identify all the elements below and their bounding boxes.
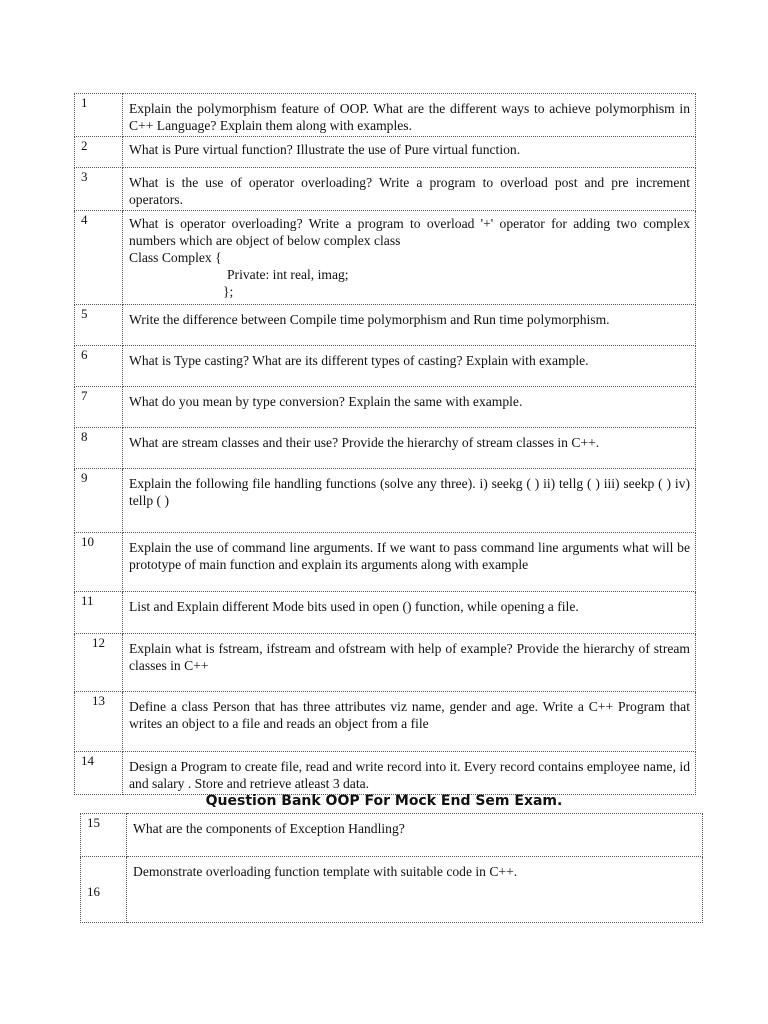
table-row bbox=[81, 857, 703, 923]
question-text: Design a Program to create file, read and write record into it. Every record contains employee name, id and salary . Store and retrieve atleast 3 data. bbox=[123, 752, 696, 795]
question-text: Explain what is fstream, ifstream and ofstream with help of example? Provide the hierarchy of stream classes in C++ bbox=[123, 634, 696, 692]
question-text: Explain the following file handling functions (solve any three). i) seekg ( ) ii) tellg ( ) iii) seekp ( ) iv) tellp ( ) bbox=[123, 469, 696, 533]
question-number: 13 bbox=[75, 692, 123, 752]
question-number: 4 bbox=[75, 211, 123, 305]
question-number: 6 bbox=[75, 346, 123, 387]
question-text: Demonstrate overloading function template with suitable code in C++. bbox=[127, 857, 703, 923]
table-row bbox=[75, 346, 696, 387]
question-table-2 bbox=[80, 813, 703, 923]
question-text: What are stream classes and their use? Provide the hierarchy of stream classes in C++. bbox=[123, 428, 696, 469]
question-text: Write the difference between Compile time polymorphism and Run time polymorphism. bbox=[123, 305, 696, 346]
question-number: 16 bbox=[81, 857, 127, 923]
table-row bbox=[75, 211, 696, 305]
question-number: 5 bbox=[75, 305, 123, 346]
table-row bbox=[75, 752, 696, 795]
question-number: 2 bbox=[75, 137, 123, 168]
question-text: Define a class Person that has three attributes viz name, gender and age. Write a C++ Program that writes an object to a file and reads an object from a file bbox=[123, 692, 696, 752]
question-table-1 bbox=[74, 93, 696, 795]
question-number: 10 bbox=[75, 533, 123, 592]
table-row bbox=[75, 428, 696, 469]
table-row bbox=[75, 533, 696, 592]
page-title: Question Bank OOP For Mock End Sem Exam. bbox=[205, 793, 563, 809]
code-line: Private: int real, imag; bbox=[227, 267, 349, 282]
table-row bbox=[81, 814, 703, 857]
code-line: }; bbox=[223, 284, 234, 299]
table-row bbox=[75, 168, 696, 211]
question-text: Explain the polymorphism feature of OOP. What are the different ways to achieve polymorphism in C++ Language? Explain them along with examples. bbox=[123, 94, 696, 137]
question-number: 14 bbox=[75, 752, 123, 795]
table-row bbox=[75, 469, 696, 533]
question-text: What do you mean by type conversion? Explain the same with example. bbox=[123, 387, 696, 428]
question-number: 9 bbox=[75, 469, 123, 533]
table-row bbox=[75, 137, 696, 168]
question-text: What are the components of Exception Handling? bbox=[127, 814, 703, 857]
table-row bbox=[75, 592, 696, 634]
table-row bbox=[75, 305, 696, 346]
question-text: What is Pure virtual function? Illustrate the use of Pure virtual function. bbox=[123, 137, 696, 168]
table-row bbox=[75, 692, 696, 752]
question-number: 15 bbox=[81, 814, 127, 857]
question-number: 1 bbox=[75, 94, 123, 137]
question-number: 7 bbox=[75, 387, 123, 428]
question-number: 12 bbox=[75, 634, 123, 692]
table-row bbox=[75, 387, 696, 428]
question-text: What is operator overloading? Write a program to overload '+' operator for adding two complex numbers which are object of below complex class Class Complex { Private: int real, imag; }; bbox=[123, 211, 696, 305]
question-text: What is Type casting? What are its different types of casting? Explain with example. bbox=[123, 346, 696, 387]
code-line: Class Complex { bbox=[129, 250, 222, 265]
question-text: Explain the use of command line arguments. If we want to pass command line arguments what will be prototype of main function and explain its arguments along with example bbox=[123, 533, 696, 592]
question-number: 8 bbox=[75, 428, 123, 469]
question-number: 3 bbox=[75, 168, 123, 211]
question-number: 11 bbox=[75, 592, 123, 634]
table-row bbox=[75, 94, 696, 137]
question-text: What is the use of operator overloading? Write a program to overload post and pre increment operators. bbox=[123, 168, 696, 211]
question-text: List and Explain different Mode bits used in open () function, while opening a file. bbox=[123, 592, 696, 634]
table-row bbox=[75, 634, 696, 692]
